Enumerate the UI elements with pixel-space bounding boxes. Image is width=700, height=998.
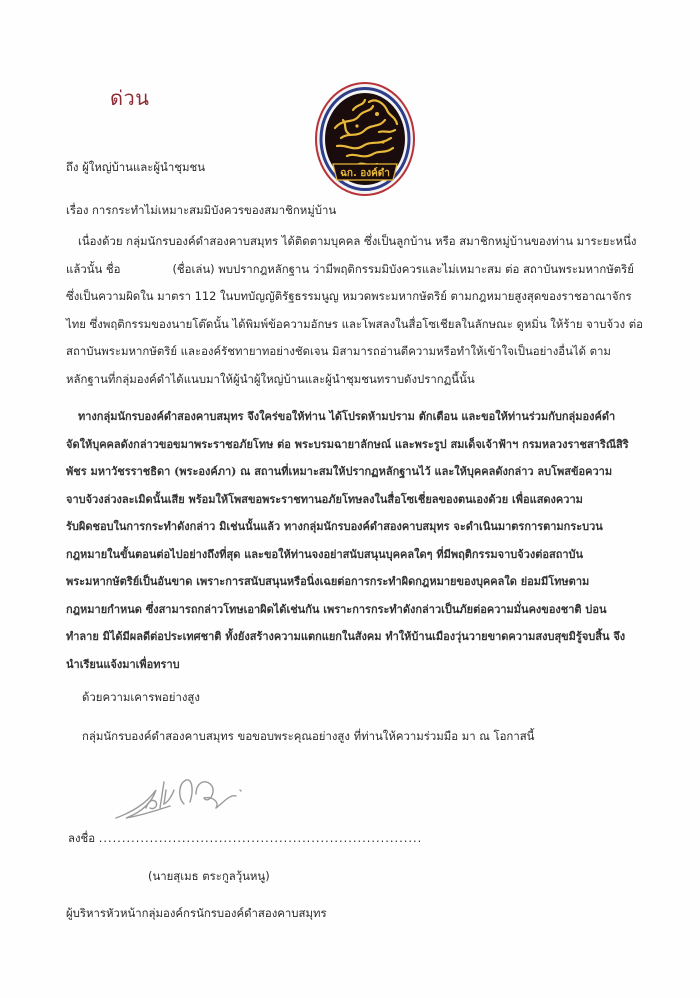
paragraph-1-line-6: หลักฐานที่กลุ่มองค์ดำได้แนบมาให้ผู้นำผู้ใหญ่บ้านและผู้นำชุมชนทราบดังปรากฏนี้นั้น bbox=[66, 371, 475, 386]
subject-line: เรื่อง การกระทำไม่เหมาะสมมิบังควรของสมาชิกหมู่บ้าน bbox=[66, 203, 337, 217]
paragraph-2-line-10: นำเรียนแจ้งมาเพื่อทราบ bbox=[66, 657, 180, 671]
sign-line bbox=[68, 830, 422, 848]
paragraph-notice bbox=[66, 228, 646, 393]
paragraph-1-line-1: เนื่องด้วย กลุ่มนักรบองค์ดำสองคาบสมุทร ได้ติดตามบุคคล ซึ่งเป็นลูกบ้าน หรือ สมาชิกหมู่บ้านของท่าน มาระยะหนึ่ง bbox=[78, 234, 637, 248]
paragraph-2-line-8: กฎหมายกำหนด ซึ่งสามารถกล่าวโทษเอาผิดได้เช่นกัน เพราะการกระทำดังกล่าวเป็นภัยต่อความมั่นคงของชาติ บ่อน bbox=[66, 602, 607, 616]
sign-dots: ...................................................................... bbox=[98, 831, 423, 845]
seal-banner-text: ฉก. องค์ดำ bbox=[340, 168, 390, 179]
signer-name: (นายสุเมธ ตระกูลวุ้นหนู) bbox=[148, 869, 270, 883]
closing-line: ด้วยความเคารพอย่างสูง bbox=[82, 690, 200, 704]
paragraph-demands bbox=[66, 403, 646, 678]
signer-title: ผู้บริหารหัวหน้ากลุ่มองค์กรนักรบองค์ดำสองคาบสมุทร bbox=[66, 906, 327, 920]
handwritten-signature-icon bbox=[112, 768, 252, 828]
paragraph-2-line-4: จาบจ้วงล่วงละเมิดนั้นเสีย พร้อมให้โพสขอพระราชทานอภัยโทษลงในสื่อโซเชี่ยลของตนเองด้วย เพื่อแสดงความ bbox=[66, 492, 583, 506]
paragraph-2-line-3: พัชร มหาวัชรราชธิดา (พระองค์ภา) ณ สถานที่เหมาะสมให้ปรากฏหลักฐานไว้ และให้บุคคลดังกล่าว ลบโพสข้อความ bbox=[66, 465, 613, 478]
paragraph-1-line-4: ไทย ซึ่งพฤติกรรมของนายโต๊ดนั้น ได้พิมพ์ข้อความอักษร และโพสลงในสื่อโซเชียลในลักษณะ ดูหมิ่น ให้ร้าย จาบจ้วง ต่อ bbox=[66, 316, 643, 331]
emblem-seal-icon bbox=[313, 80, 417, 198]
paragraph-2-line-7: พระมหากษัตริย์เป็นอันขาด เพราะการสนับสนุนหรือนิ่งเฉยต่อการกระทำผิดกฎหมายของบุคคลใด ย่อมมีโทษตาม bbox=[66, 575, 590, 588]
thanks-line: กลุ่มนักรบองค์ดำสองคาบสมุทร ขอขอบพระคุณอย่างสูง ที่ท่านให้ความร่วมมือ มา ณ โอกาสนี้ bbox=[82, 729, 535, 743]
urgent-label: ด่วน bbox=[110, 86, 150, 110]
paragraph-2-line-6: กฎหมายในขั้นตอนต่อไปอย่างถึงที่สุด และขอให้ท่านจงอย่าสนับสนุนบุคคลใดๆ ที่มีพฤติกรรมจาบจ้วงต่อสถาบัน bbox=[66, 547, 584, 561]
to-line: ถึง ผู้ใหญ่บ้านและผู้นำชุมชน bbox=[66, 160, 205, 174]
paragraph-2-line-9: ทำลาย มิได้มีผลดีต่อประเทศชาติ ทั้งยังสร้างความแตกแยกในสังคม ทำให้บ้านเมืองวุ่นวายขาดความสงบสุขมิรู้จบสิ้น จึง bbox=[66, 630, 626, 643]
paragraph-1-line-2: แล้วนั้น ชื่อ (ชื่อเล่น) พบปรากฎหลักฐาน ว่ามีพฤติกรรมมิบังควรและไม่เหมาะสม ต่อ สถาบันพระมหากษัตริย์ bbox=[66, 261, 634, 276]
paragraph-1-line-3: ซึ่งเป็นความผิดใน มาตรา 112 ในบทบัญญัติรัฐธรรมนูญ หมวดพระมหากษัตริย์ ตามกฎหมายสูงสุดของราชอาณาจักร bbox=[66, 289, 632, 303]
sign-label: ลงชื่อ bbox=[68, 831, 96, 845]
paragraph-1-line-5: สถาบันพระมหากษัตริย์ และองค์รัชทายาทอย่างชัดเจน มิสามารถอ่านตีความหรือทำให้เข้าใจเป็นอย่างอื่นได้ ตาม bbox=[66, 344, 611, 358]
paragraph-2-line-5: รับผิดชอบในการกระทำดังกล่าว มิเช่นนั้นแล้ว ทางกลุ่มนักรบองค์ดำสองคาบสมุทร จะดำเนินมาตรการตามกระบวน bbox=[66, 520, 603, 533]
paragraph-2-line-1: ทางกลุ่มนักรบองค์ดำสองคาบสมุทร จึงใคร่ขอให้ท่าน ได้โปรดห้ามปราม ตักเตือน และขอให้ท่านร่วมกับกลุ่มองค์ดำ bbox=[78, 410, 616, 423]
paragraph-2-line-2: จัดให้บุคคลดังกล่าวขอขมาพระราชอภัยโทษ ต่อ พระบรมฉายาลักษณ์ และพระรูป สมเด็จเจ้าฟ้าฯ กรมหลวงราชสาริณีสิริ bbox=[66, 437, 629, 451]
